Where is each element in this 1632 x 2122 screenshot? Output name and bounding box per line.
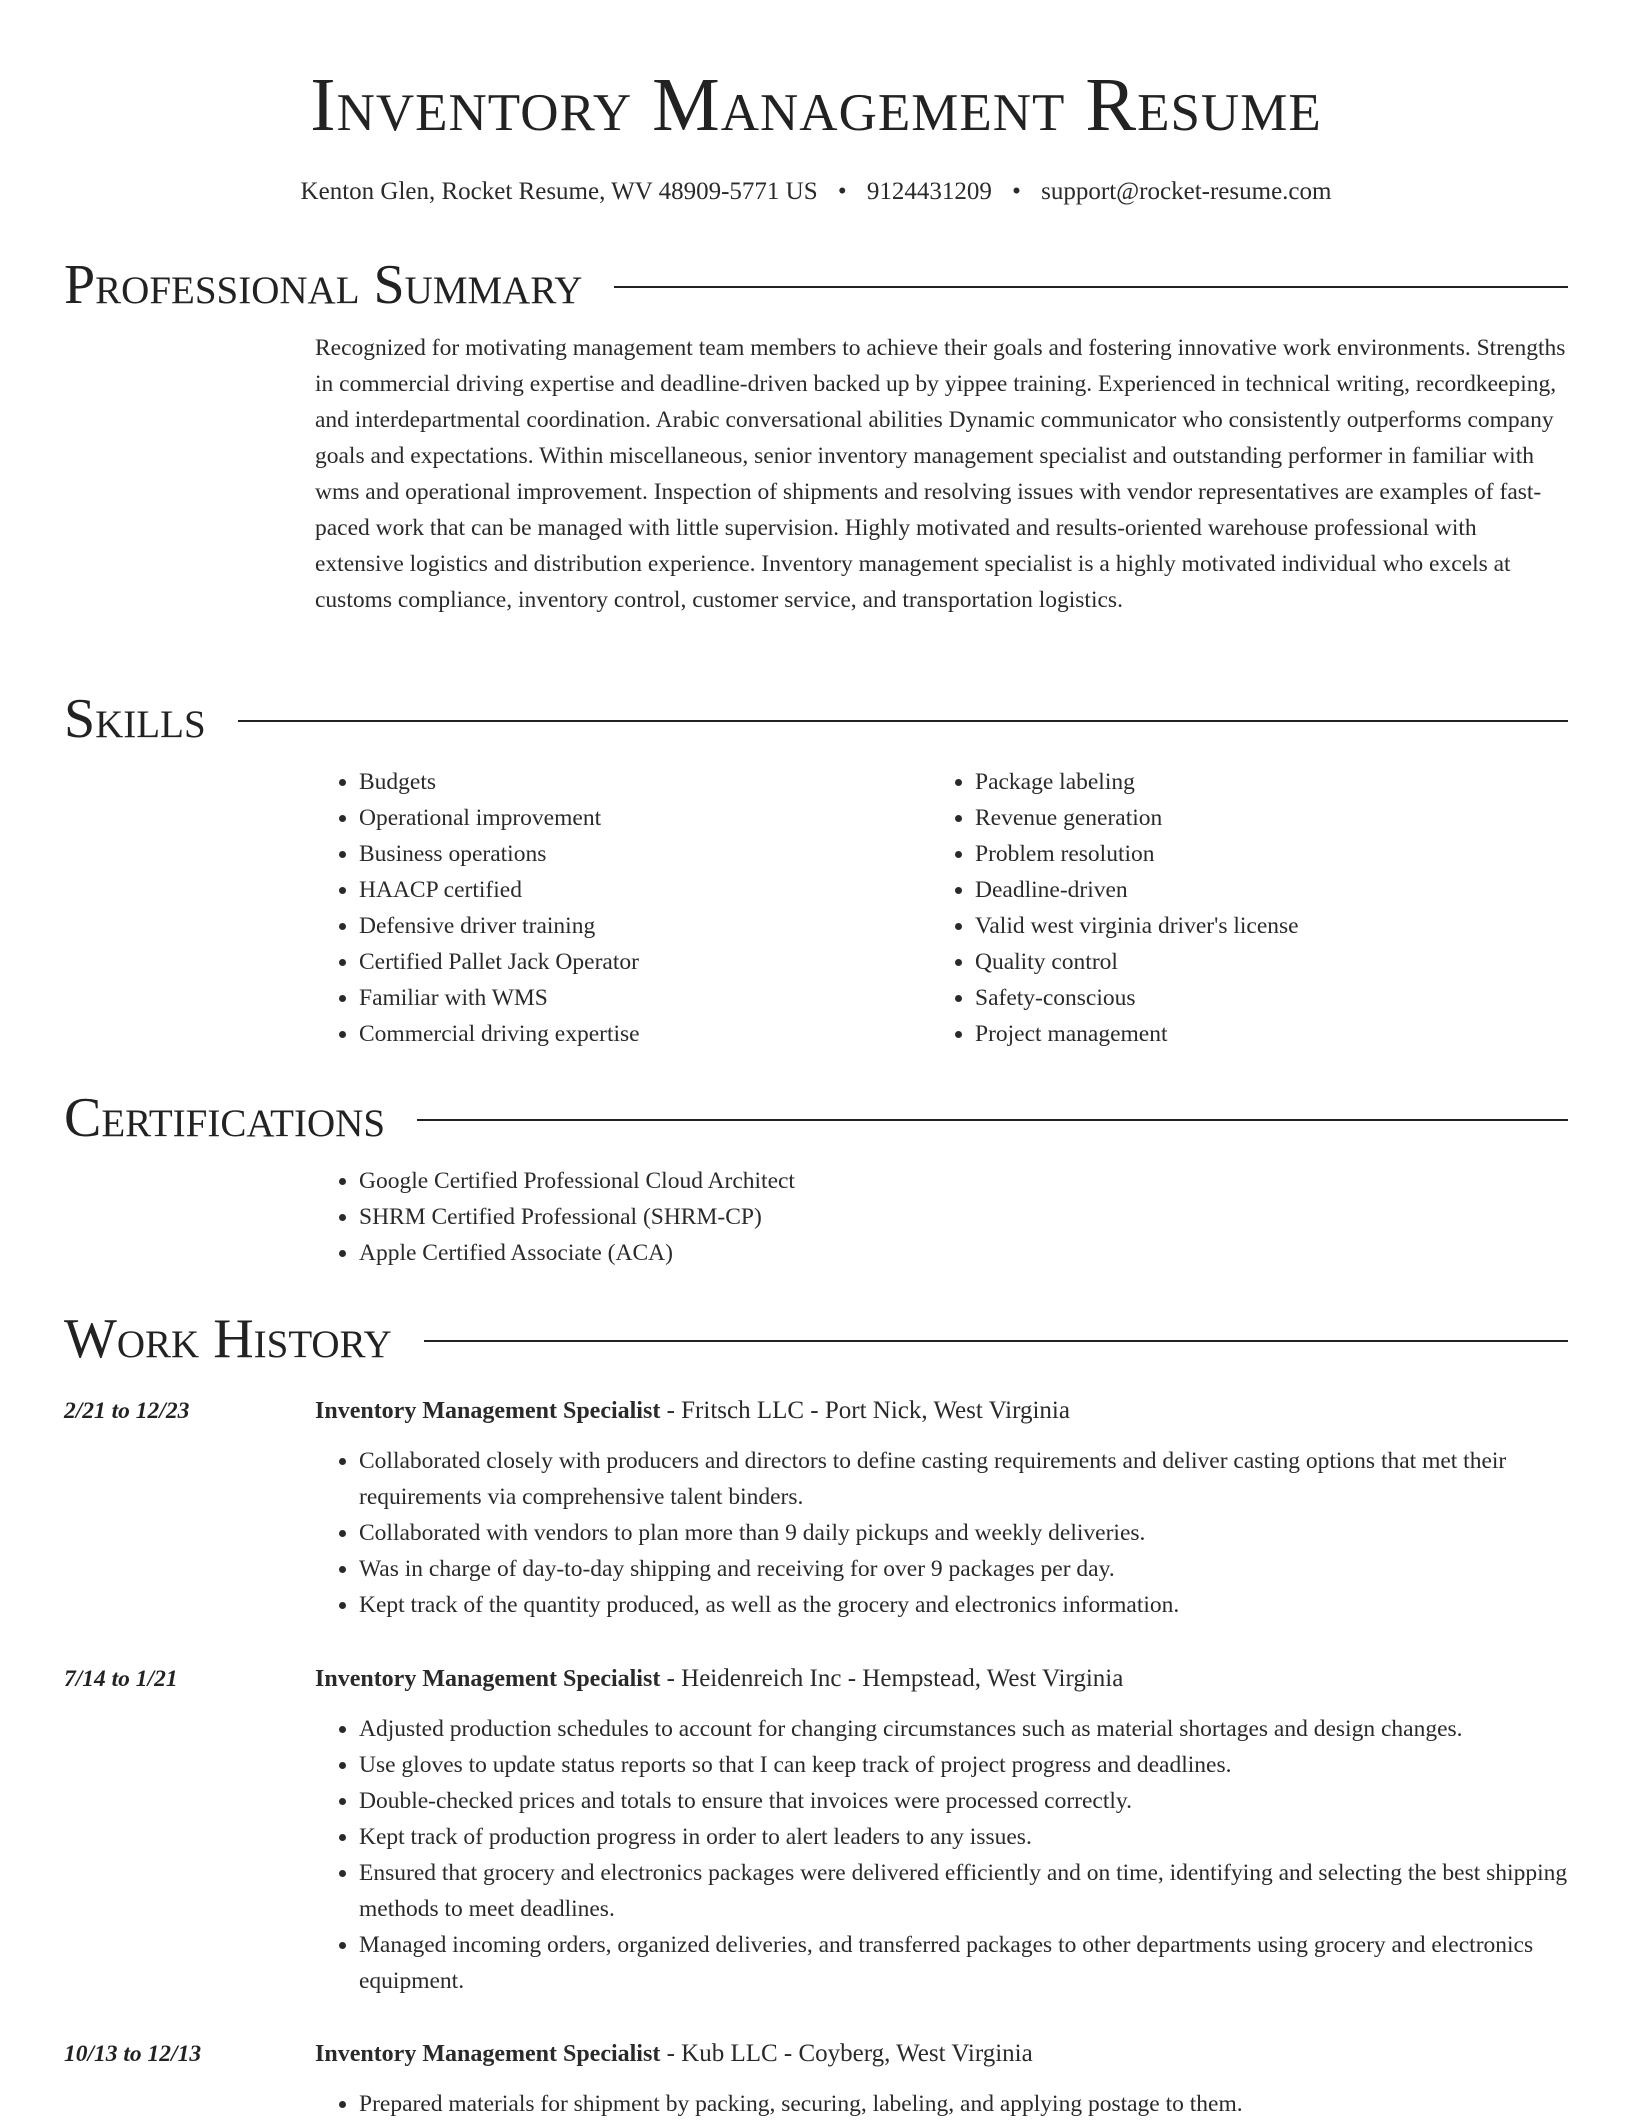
certification-item: • SHRM Certified Professional (SHRM-CP)	[359, 1199, 1568, 1235]
skill-item: • Budgets	[359, 764, 931, 800]
work-history-section	[64, 1306, 1568, 1372]
skills-column-right	[931, 764, 1547, 1052]
job-bullet: • Ensured that grocery and electronics packages were delivered efficiently and on time, identifying and selecting the best shipping methods to meet deadlines.	[359, 1855, 1568, 1927]
resume-title: Inventory Management Resume	[310, 63, 1322, 147]
skill-item: • Familiar with WMS	[359, 980, 931, 1016]
skill-item: • Operational improvement	[359, 800, 931, 836]
resume-page	[64, 0, 1568, 2117]
contact-separator: •	[837, 178, 847, 205]
contact-separator: •	[1012, 178, 1021, 205]
job-bullet: • Double-checked prices and totals to ensure that invoices were processed correctly.	[359, 1783, 1568, 1819]
job-bullet-list	[315, 1711, 1568, 1999]
job-company-location: - Kub LLC - Coyberg, West Virginia	[660, 2040, 1033, 2067]
contact-email: support@rocket-resume.com	[1041, 178, 1332, 205]
skill-item: • Safety-conscious	[975, 980, 1547, 1016]
section-divider	[238, 720, 1568, 722]
contact-phone: 9124431209	[866, 178, 992, 205]
skills-column-left	[315, 764, 931, 1052]
job-company-location: - Fritsch LLC - Port Nick, West Virginia	[660, 1397, 1070, 1424]
job-bullet: • Kept track of production progress in order to alert leaders to any issues.	[359, 1819, 1568, 1855]
certifications-list	[315, 1163, 1568, 1271]
skill-item: • HAACP certified	[359, 872, 931, 908]
job-responsibilities	[315, 2086, 1568, 2122]
section-title-certifications: Certifications	[64, 1087, 386, 1149]
job-company-location: - Heidenreich Inc - Hempstead, West Virginia	[660, 1665, 1124, 1692]
job-title: Inventory Management Specialist	[315, 2041, 661, 2067]
job-bullet: • Adjusted production schedules to account for changing circumstances such as material shortages and design changes.	[359, 1711, 1568, 1747]
contact-line	[64, 172, 1568, 212]
job-bullet: • Managed incoming orders, organized deliveries, and transferred packages to other departments using grocery and electronics equipment.	[359, 1927, 1568, 1999]
skill-item: • Problem resolution	[975, 836, 1547, 872]
job-dates: 10/13 to 12/13	[64, 2041, 202, 2067]
contact-address: Kenton Glen, Rocket Resume, WV 48909-5771 US	[300, 178, 818, 205]
section-divider	[417, 1119, 1568, 1121]
certifications-body	[315, 1163, 1568, 1271]
certification-item: • Google Certified Professional Cloud Architect	[359, 1163, 1568, 1199]
job-responsibilities	[315, 1711, 1568, 1999]
job-header	[315, 1661, 1568, 1697]
summary-text: Recognized for motivating management team members to achieve their goals and fostering innovative work environments. Strengths in commercial driving expertise and deadline-driven backed up by yippee training. Experienced in technical writing, recordkeeping, and interdepartmental coordination. Arabic conversational abilities Dynamic communicator who consistently outperforms company goals and expectations. Within miscellaneous, senior inventory management specialist and outstanding performer in familiar with wms and operational improvement. Inspection of shipments and resolving issues with vendor representatives are examples of fast-paced work that can be managed with little supervision. Highly motivated and results-oriented warehouse professional with extensive logistics and distribution experience. Inventory management specialist is a highly motivated individual who excels at customs compliance, inventory control, customer service, and transportation logistics.	[315, 335, 1566, 613]
section-header	[64, 1085, 1568, 1151]
job-bullet-list	[315, 1443, 1568, 1623]
job-bullet: • Use gloves to update status reports so that I can keep track of project progress and deadlines.	[359, 1747, 1568, 1783]
section-divider	[614, 286, 1568, 288]
certification-item: • Apple Certified Associate (ACA)	[359, 1235, 1568, 1271]
section-header	[64, 252, 1568, 318]
skill-item: • Business operations	[359, 836, 931, 872]
job-title: Inventory Management Specialist	[315, 1398, 661, 1424]
job-bullet: • Collaborated with vendors to plan more than 9 daily pickups and weekly deliveries.	[359, 1515, 1568, 1551]
skill-item: • Package labeling	[975, 764, 1547, 800]
section-title-skills: Skills	[64, 688, 206, 750]
skills-section	[64, 686, 1568, 1052]
certifications-section	[64, 1085, 1568, 1271]
job-title: Inventory Management Specialist	[315, 1666, 661, 1692]
job-bullet: • Was in charge of day-to-day shipping and receiving for over 9 packages per day.	[359, 1551, 1568, 1587]
skills-grid	[315, 764, 1568, 1052]
skills-list-left	[315, 764, 931, 1052]
skill-item: • Defensive driver training	[359, 908, 931, 944]
section-title-summary: Professional Summary	[64, 254, 583, 316]
skill-item: • Revenue generation	[975, 800, 1547, 836]
skills-list-right	[931, 764, 1547, 1052]
section-header	[64, 1306, 1568, 1372]
section-title-work-history: Work History	[64, 1308, 392, 1370]
skill-item: • Valid west virginia driver's license	[975, 908, 1547, 944]
skill-item: • Project management	[975, 1016, 1547, 1052]
section-header	[64, 686, 1568, 752]
job-bullet: • Kept track of the quantity produced, as well as the grocery and electronics information.	[359, 1587, 1568, 1623]
summary-body	[315, 330, 1568, 618]
skill-item: • Commercial driving expertise	[359, 1016, 931, 1052]
skill-item: • Certified Pallet Jack Operator	[359, 944, 931, 980]
job-bullet: • Collaborated closely with producers and directors to define casting requirements and deliver casting options that met their requirements via comprehensive talent binders.	[359, 1443, 1568, 1515]
job-bullet-list	[315, 2086, 1568, 2122]
skill-item: • Deadline-driven	[975, 872, 1547, 908]
job-dates: 7/14 to 1/21	[64, 1666, 178, 1692]
job-responsibilities	[315, 1443, 1568, 1623]
section-divider	[424, 1340, 1568, 1342]
summary-section	[64, 252, 1568, 618]
skill-item: • Quality control	[975, 944, 1547, 980]
job-bullet: • Prepared materials for shipment by packing, securing, labeling, and applying postage to them.	[359, 2086, 1568, 2122]
job-header	[315, 1393, 1568, 1429]
job-header	[315, 2036, 1568, 2072]
job-dates: 2/21 to 12/23	[64, 1398, 190, 1424]
